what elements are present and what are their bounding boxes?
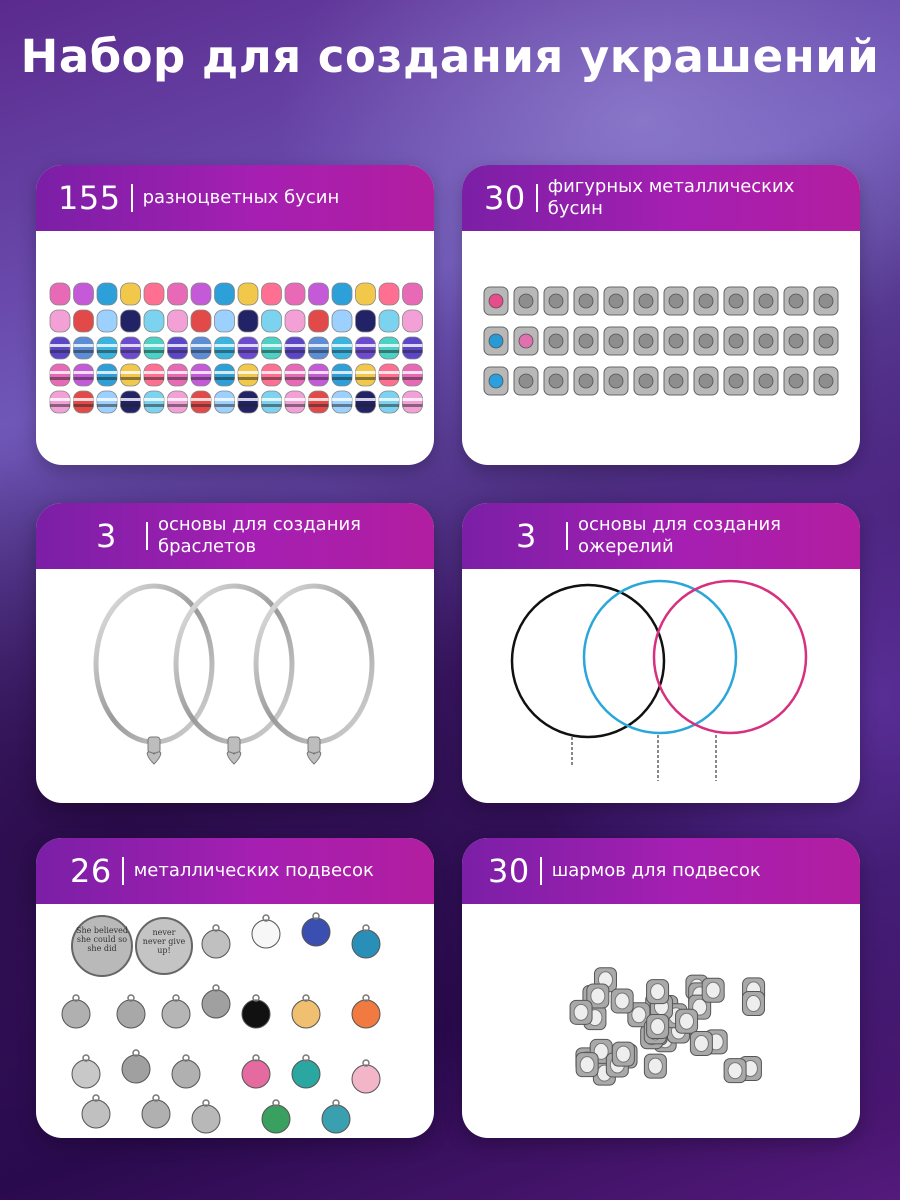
bead bbox=[144, 310, 164, 332]
pendant bbox=[142, 1095, 170, 1128]
pendant bbox=[162, 995, 190, 1028]
bead bbox=[238, 337, 258, 359]
card-metal-pendants bbox=[36, 838, 434, 1138]
metal-bead bbox=[664, 327, 688, 355]
bead bbox=[332, 337, 352, 359]
bead bbox=[356, 310, 376, 332]
necklace-cords-image bbox=[462, 569, 860, 803]
separator bbox=[536, 184, 538, 212]
metal-pendants-image bbox=[36, 904, 434, 1138]
separator bbox=[566, 522, 568, 550]
charm bbox=[647, 1015, 669, 1039]
necklace-blue bbox=[584, 581, 736, 733]
charm bbox=[676, 1009, 698, 1033]
metal-bead bbox=[604, 287, 628, 315]
metal-bead bbox=[664, 287, 688, 315]
item-description: шармов для подвесок bbox=[551, 860, 761, 881]
item-description: основы для создания браслетов bbox=[158, 514, 361, 557]
coin-pendant bbox=[136, 918, 192, 974]
metal-bead bbox=[574, 327, 598, 355]
metal-bead bbox=[784, 367, 808, 395]
bead bbox=[356, 364, 376, 386]
bead bbox=[97, 310, 117, 332]
bead bbox=[215, 283, 235, 305]
bead bbox=[356, 391, 376, 413]
bead bbox=[238, 391, 258, 413]
bead bbox=[285, 310, 305, 332]
bead bbox=[74, 364, 94, 386]
bead bbox=[74, 310, 94, 332]
bead bbox=[97, 283, 117, 305]
bead bbox=[285, 283, 305, 305]
bead bbox=[97, 337, 117, 359]
charm bbox=[570, 1000, 592, 1024]
coin-text-1: She believed she could so she did bbox=[76, 926, 128, 953]
bead bbox=[356, 283, 376, 305]
pendant bbox=[172, 1055, 200, 1088]
charm bbox=[576, 1053, 598, 1077]
bead bbox=[403, 364, 423, 386]
pendant bbox=[242, 1055, 270, 1088]
bead bbox=[379, 337, 399, 359]
metal-bead bbox=[514, 287, 538, 315]
separator bbox=[131, 184, 133, 212]
pendant bbox=[72, 1055, 100, 1088]
bead bbox=[121, 310, 141, 332]
metal-bead bbox=[694, 287, 718, 315]
page-title: Набор для создания украшений bbox=[20, 30, 880, 83]
coin-pendant bbox=[72, 916, 132, 976]
bead bbox=[356, 337, 376, 359]
bead bbox=[168, 337, 188, 359]
pendant bbox=[352, 1060, 380, 1093]
bead bbox=[332, 364, 352, 386]
metal-bead bbox=[544, 327, 568, 355]
bead bbox=[238, 283, 258, 305]
charm bbox=[724, 1059, 746, 1083]
metal-bead bbox=[724, 287, 748, 315]
metal-bead bbox=[574, 287, 598, 315]
pendant-charms-image bbox=[462, 904, 860, 1138]
metal-bead bbox=[484, 287, 508, 315]
bead bbox=[238, 310, 258, 332]
bead bbox=[97, 364, 117, 386]
card-colorful-beads bbox=[36, 165, 434, 465]
card-pendant-charms bbox=[462, 838, 860, 1138]
item-description: металлических подвесок bbox=[133, 860, 374, 881]
bead bbox=[379, 283, 399, 305]
coin-text-2: never never give up! bbox=[142, 928, 186, 955]
bead bbox=[191, 364, 211, 386]
metal-bead bbox=[694, 327, 718, 355]
card-header bbox=[36, 503, 434, 569]
metal-bead bbox=[574, 367, 598, 395]
card-metal-figure-beads bbox=[462, 165, 860, 465]
metal-bead bbox=[754, 367, 778, 395]
bead bbox=[144, 337, 164, 359]
pendant bbox=[202, 985, 230, 1018]
pendant bbox=[292, 995, 320, 1028]
item-description: фигурных металлических бусин bbox=[547, 176, 795, 219]
bead bbox=[144, 391, 164, 413]
bead bbox=[215, 337, 235, 359]
card-header bbox=[462, 838, 860, 904]
bead bbox=[74, 337, 94, 359]
item-description: разноцветных бусин bbox=[142, 187, 340, 208]
bracelet-3 bbox=[256, 586, 372, 742]
bead bbox=[168, 391, 188, 413]
bead bbox=[238, 364, 258, 386]
bead bbox=[168, 310, 188, 332]
bead bbox=[50, 391, 70, 413]
bead bbox=[262, 391, 282, 413]
bead bbox=[262, 337, 282, 359]
bead bbox=[50, 364, 70, 386]
bead bbox=[379, 391, 399, 413]
bead bbox=[285, 364, 305, 386]
pendant bbox=[322, 1100, 350, 1133]
metal-bead bbox=[724, 327, 748, 355]
bead bbox=[97, 391, 117, 413]
bead bbox=[50, 310, 70, 332]
bead bbox=[191, 337, 211, 359]
item-count: 26 bbox=[70, 852, 112, 890]
bead bbox=[215, 310, 235, 332]
pendant bbox=[122, 1050, 150, 1083]
bead bbox=[168, 364, 188, 386]
item-count: 30 bbox=[488, 852, 530, 890]
bead bbox=[403, 283, 423, 305]
bead bbox=[50, 337, 70, 359]
bead bbox=[144, 283, 164, 305]
card-header bbox=[36, 838, 434, 904]
item-description: основы для создания ожерелий bbox=[578, 514, 781, 557]
bead bbox=[309, 364, 329, 386]
metal-bead bbox=[814, 327, 838, 355]
bead bbox=[215, 391, 235, 413]
bead bbox=[191, 310, 211, 332]
metal-bead bbox=[634, 287, 658, 315]
bead bbox=[74, 283, 94, 305]
bead bbox=[191, 283, 211, 305]
metal-bead bbox=[514, 327, 538, 355]
bead bbox=[262, 310, 282, 332]
metal-bead bbox=[634, 367, 658, 395]
pendant bbox=[262, 1100, 290, 1133]
bead bbox=[50, 283, 70, 305]
metal-bead bbox=[634, 327, 658, 355]
bead bbox=[332, 283, 352, 305]
bead bbox=[215, 364, 235, 386]
item-count: 3 bbox=[516, 517, 537, 555]
bead bbox=[191, 391, 211, 413]
bead bbox=[262, 283, 282, 305]
item-count: 30 bbox=[484, 179, 526, 217]
metal-bead bbox=[604, 367, 628, 395]
necklace-black bbox=[512, 585, 664, 737]
card-header bbox=[462, 503, 860, 569]
pendant bbox=[62, 995, 90, 1028]
metal-bead bbox=[754, 327, 778, 355]
pendant bbox=[252, 915, 280, 948]
bead bbox=[309, 283, 329, 305]
pendant bbox=[82, 1095, 110, 1128]
card-header bbox=[36, 165, 434, 231]
metal-bead bbox=[604, 327, 628, 355]
bead bbox=[309, 391, 329, 413]
metal-bead bbox=[694, 367, 718, 395]
card-bracelet-bases bbox=[36, 503, 434, 803]
item-count: 3 bbox=[96, 517, 117, 555]
metal-bead bbox=[814, 287, 838, 315]
charm bbox=[647, 980, 669, 1004]
metal-figure-beads-image bbox=[462, 231, 860, 465]
bead bbox=[309, 310, 329, 332]
bead bbox=[144, 364, 164, 386]
charm bbox=[644, 1054, 666, 1078]
pendant bbox=[242, 995, 270, 1028]
pendant bbox=[192, 1100, 220, 1133]
bead bbox=[121, 391, 141, 413]
card-header bbox=[462, 165, 860, 231]
bead bbox=[168, 283, 188, 305]
pendant bbox=[352, 925, 380, 958]
item-count: 155 bbox=[58, 179, 121, 217]
bead bbox=[403, 391, 423, 413]
separator bbox=[146, 522, 148, 550]
metal-bead bbox=[514, 367, 538, 395]
metal-bead bbox=[784, 327, 808, 355]
bead bbox=[379, 364, 399, 386]
separator bbox=[540, 857, 542, 885]
separator bbox=[122, 857, 124, 885]
bead bbox=[121, 283, 141, 305]
bead bbox=[121, 337, 141, 359]
bracelet-bases-image bbox=[36, 569, 434, 803]
metal-bead bbox=[544, 367, 568, 395]
metal-bead bbox=[664, 367, 688, 395]
metal-bead bbox=[784, 287, 808, 315]
metal-bead bbox=[484, 367, 508, 395]
charm bbox=[742, 992, 764, 1016]
metal-bead bbox=[544, 287, 568, 315]
bead bbox=[262, 364, 282, 386]
bead bbox=[332, 310, 352, 332]
pendant bbox=[117, 995, 145, 1028]
bead bbox=[74, 391, 94, 413]
charm bbox=[690, 1032, 712, 1056]
colorful-beads-image bbox=[36, 231, 434, 465]
pendant bbox=[292, 1055, 320, 1088]
bead bbox=[403, 310, 423, 332]
bead bbox=[285, 337, 305, 359]
bead bbox=[332, 391, 352, 413]
metal-bead bbox=[754, 287, 778, 315]
pendant bbox=[202, 925, 230, 958]
card-necklace-cords bbox=[462, 503, 860, 803]
bead bbox=[121, 364, 141, 386]
charm bbox=[702, 978, 724, 1002]
bead bbox=[285, 391, 305, 413]
necklace-pink bbox=[654, 581, 806, 733]
metal-bead bbox=[814, 367, 838, 395]
pendant bbox=[352, 995, 380, 1028]
charm bbox=[611, 989, 633, 1013]
bead bbox=[403, 337, 423, 359]
pendant bbox=[302, 913, 330, 946]
charm bbox=[612, 1042, 634, 1066]
bead bbox=[309, 337, 329, 359]
bead bbox=[379, 310, 399, 332]
metal-bead bbox=[484, 327, 508, 355]
metal-bead bbox=[724, 367, 748, 395]
